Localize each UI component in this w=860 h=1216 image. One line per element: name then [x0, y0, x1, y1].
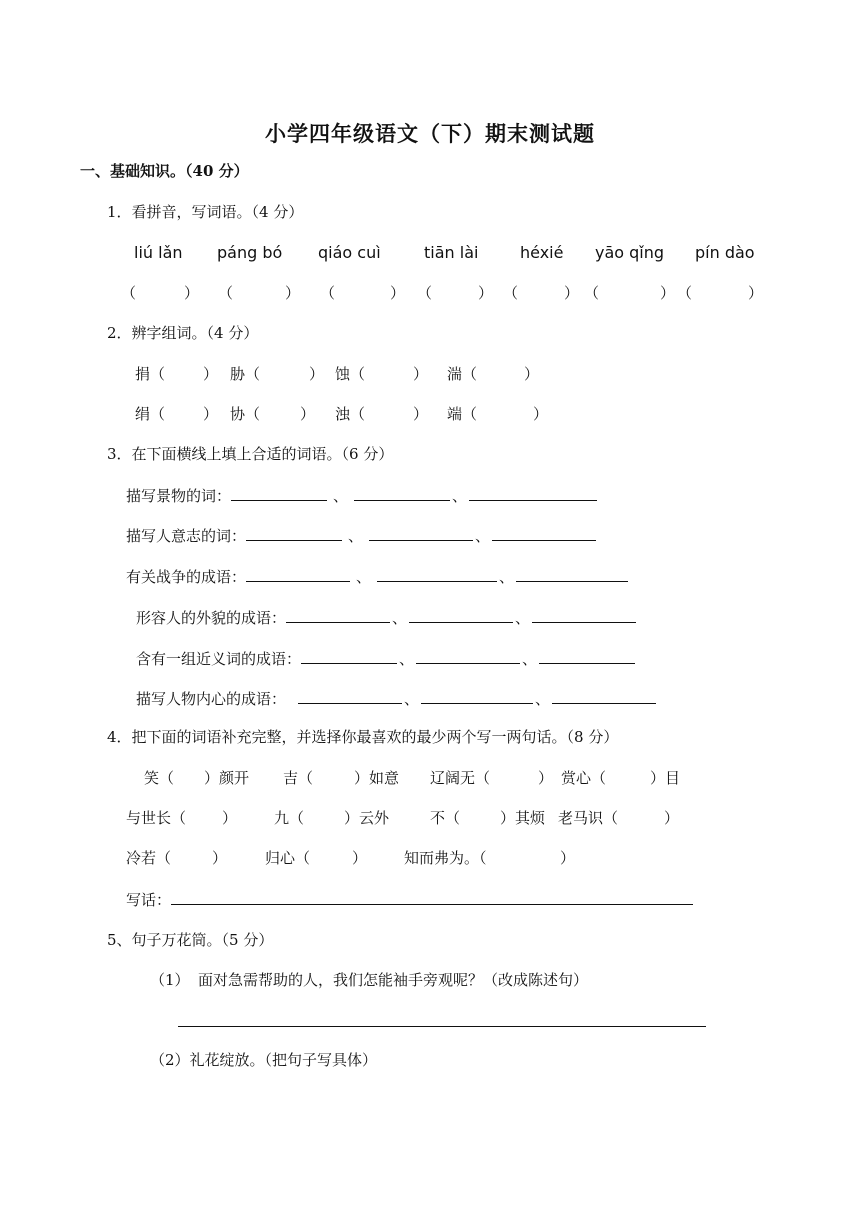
- blank-input[interactable]: [246, 525, 342, 541]
- fill-line-will: [126, 525, 596, 546]
- idiom-item: ）其烦: [500, 809, 546, 827]
- answer-box-open: （: [677, 284, 693, 302]
- char-item: 胁（: [230, 365, 261, 383]
- q5-heading: 5、句子万花筒。（5 分）: [107, 931, 274, 949]
- idiom-item: ）: [222, 809, 238, 827]
- fill-line-synonym: [136, 648, 635, 669]
- idiom-item: ）颜开: [204, 769, 250, 787]
- blank-input[interactable]: [421, 688, 533, 704]
- separator: 、: [499, 568, 515, 586]
- fill-line-scenery: [126, 485, 597, 506]
- answer-box-open: （: [218, 284, 234, 302]
- page-title: 小学四年级语文（下）期末测试题: [265, 121, 595, 146]
- blank-input[interactable]: [409, 607, 513, 623]
- q2-heading: 2．辨字组词。（4 分）: [107, 324, 259, 342]
- section-heading-basics: 一、基础知识。（40 分）: [80, 162, 249, 180]
- blank-input[interactable]: [539, 648, 635, 664]
- pinyin-1: liú lǎn: [134, 243, 183, 262]
- blank-input[interactable]: [552, 688, 656, 704]
- blank-input[interactable]: [469, 485, 597, 501]
- separator: 、: [399, 650, 415, 668]
- separator: 、: [333, 487, 349, 505]
- idiom-item: 不（: [430, 809, 461, 827]
- q5-item2: （2）礼花绽放。（把句子写具体）: [150, 1051, 378, 1069]
- idiom-item: ）: [352, 849, 368, 867]
- separator: 、: [522, 650, 538, 668]
- separator: 、: [452, 487, 468, 505]
- answer-box-close: ）: [478, 284, 494, 302]
- pinyin-3: qiáo cuì: [318, 243, 381, 262]
- answer-box-close: ）: [285, 284, 301, 302]
- blank-input[interactable]: [354, 485, 450, 501]
- separator: 、: [392, 609, 408, 627]
- pinyin-6: yāo qǐng: [595, 243, 665, 262]
- write-answer-line[interactable]: [171, 889, 693, 905]
- blank-input[interactable]: [369, 525, 473, 541]
- idiom-item: ）如意: [354, 769, 400, 787]
- write-label: 写话：: [126, 891, 172, 909]
- q4-heading: 4．把下面的词语补充完整，并选择你最喜欢的最少两个写一两句话。（8 分）: [107, 728, 619, 746]
- blank-input[interactable]: [298, 688, 402, 704]
- separator: 、: [348, 527, 364, 545]
- idiom-item: ）目: [650, 769, 681, 787]
- answer-box-open: （: [121, 284, 137, 302]
- fill-line-appearance: [136, 607, 636, 628]
- idiom-item: 冷若（: [126, 849, 172, 867]
- answer-box-close: ）: [564, 284, 580, 302]
- char-item-close: ）: [203, 405, 219, 423]
- char-item: 协（: [230, 405, 261, 423]
- idiom-item: 辽阔无（: [430, 769, 491, 787]
- idiom-item: 吉（: [283, 769, 314, 787]
- idiom-item: 归心（: [265, 849, 311, 867]
- blank-input[interactable]: [416, 648, 520, 664]
- pinyin-4: tiān lài: [424, 243, 479, 262]
- q3-heading: 3．在下面横线上填上合适的词语。（6 分）: [107, 445, 394, 463]
- idiom-item: ）云外: [344, 809, 390, 827]
- blank-input[interactable]: [231, 485, 327, 501]
- answer-box-close: ）: [184, 284, 200, 302]
- blank-input[interactable]: [246, 566, 350, 582]
- pinyin-5: héxié: [520, 243, 564, 262]
- answer-box-open: （: [320, 284, 336, 302]
- q5-item1-text: 面对急需帮助的人，我们怎能袖手旁观呢？（改成陈述句）: [198, 971, 589, 989]
- q5-item1-answer-line[interactable]: [178, 1026, 706, 1027]
- idiom-item: 知而弗为。（: [404, 849, 487, 867]
- write-sentence-row: [126, 889, 693, 910]
- answer-box-close: ）: [748, 284, 764, 302]
- char-item: 浊（: [335, 405, 366, 423]
- char-item-close: ）: [533, 405, 549, 423]
- char-item: 捐（: [135, 365, 166, 383]
- fill-line-label: 描写人物内心的成语：: [136, 690, 287, 708]
- idiom-item: ）: [560, 849, 576, 867]
- idiom-item: 与世长（: [126, 809, 187, 827]
- idiom-item: ）: [538, 769, 554, 787]
- char-item-close: ）: [413, 365, 429, 383]
- char-item-close: ）: [413, 405, 429, 423]
- fill-line-war: [126, 566, 628, 587]
- idiom-item: ）: [664, 809, 680, 827]
- answer-box-close: ）: [660, 284, 676, 302]
- separator: 、: [356, 568, 372, 586]
- q5-item1-number: （1）: [150, 971, 190, 989]
- separator: 、: [535, 690, 551, 708]
- idiom-item: 赏心（: [561, 769, 607, 787]
- answer-box-open: （: [417, 284, 433, 302]
- char-item-close: ）: [203, 365, 219, 383]
- blank-input[interactable]: [532, 607, 636, 623]
- char-item: 湍（: [447, 365, 478, 383]
- fill-line-label: 有关战争的成语：: [126, 568, 247, 586]
- char-item-close: ）: [300, 405, 316, 423]
- fill-line-label: 描写景物的词：: [126, 487, 232, 505]
- char-item-close: ）: [524, 365, 540, 383]
- answer-box-open: （: [503, 284, 519, 302]
- q1-heading: 1．看拼音，写词语。（4 分）: [107, 203, 304, 221]
- idiom-item: 九（: [274, 809, 305, 827]
- idiom-item: 笑（: [144, 769, 175, 787]
- blank-input[interactable]: [377, 566, 497, 582]
- answer-box-close: ）: [390, 284, 406, 302]
- idiom-item: ）: [212, 849, 228, 867]
- pinyin-2: páng bó: [217, 243, 283, 262]
- separator: 、: [515, 609, 531, 627]
- pinyin-7: pín dào: [695, 243, 755, 262]
- fill-line-emotion: [136, 688, 656, 709]
- blank-input[interactable]: [286, 607, 390, 623]
- char-item: 蚀（: [335, 365, 366, 383]
- answer-box-open: （: [584, 284, 600, 302]
- char-item: 绢（: [135, 405, 166, 423]
- char-item: 端（: [447, 405, 478, 423]
- separator: 、: [404, 690, 420, 708]
- fill-line-label: 形容人的外貌的成语：: [136, 609, 287, 627]
- idiom-item: 老马识（: [558, 809, 619, 827]
- fill-line-label: 描写人意志的词：: [126, 527, 247, 545]
- char-item-close: ）: [309, 365, 325, 383]
- separator: 、: [475, 527, 491, 545]
- fill-line-label: 含有一组近义词的成语：: [136, 650, 302, 668]
- blank-input[interactable]: [492, 525, 596, 541]
- blank-input[interactable]: [516, 566, 628, 582]
- blank-input[interactable]: [301, 648, 397, 664]
